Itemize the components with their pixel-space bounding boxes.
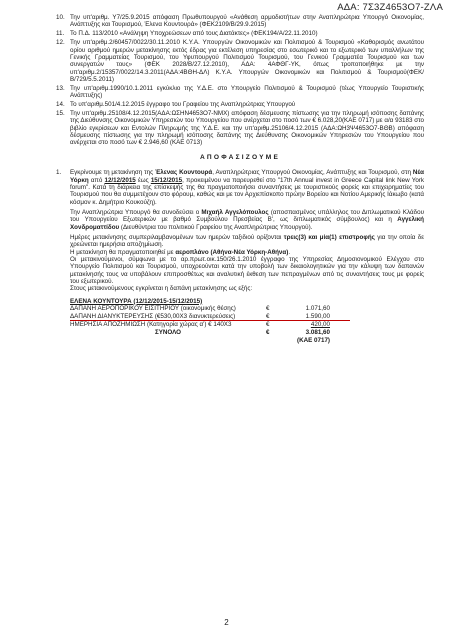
reference-number: 14.: [56, 101, 65, 109]
total-amount: 3.081,60: [305, 329, 330, 337]
text-run: , Αναπληρώτριας Υπουργού Οικονομίας, Ανάπτυξης και Τουρισμού, στη: [212, 169, 413, 177]
text-run: Η μετακίνηση θα πραγματοποιηθεί με: [70, 248, 176, 256]
ada-code: ΑΔΑ: 7Σ3Ζ4653Ο7-ΖΛΑ: [337, 2, 443, 13]
travel-days: τρεις(3) και μία(1) επιστροφής: [283, 233, 375, 241]
decision-paragraph-costs-intro: Στους μετακινούμενους εγκρίνεται η δαπάνη μετακίνησης ως εξής:: [70, 285, 253, 293]
text-run: για την οποία δε χρεώνεται ημερήσια αποζημίωση.: [70, 233, 424, 249]
currency-symbol: €: [266, 312, 270, 320]
decision-item: [56, 169, 424, 344]
cost-row: [70, 321, 350, 329]
reference-text: Το υπ'αριθμ.501/4.12.2015 έγγραφο του Γραφείου της Αναπληρώτριας Υπουργού: [70, 101, 296, 109]
document-body: [56, 14, 424, 347]
text-run: από: [88, 176, 105, 184]
cost-row: [70, 305, 350, 313]
date-to: 15/12/2015: [150, 176, 183, 184]
decision-paragraph-days: [70, 234, 424, 249]
minister-name: Έλενας Κουντουρά: [154, 169, 213, 177]
decision-paragraph-report: Οι μετακινούμενοι, σύμφωνα με το αρ.πρωτ.οικ.150/26.1.2010 έγγραφο της Υπηρεσίας Δημοσιονομικού Ελέγχου στο Υπουργείο Πολιτισμού και Τουρισμού, υποχρεούνται κατά την υποβολή των δικαιολογητικών για την κάλυψη των δαπανών μετακίνησής τους να υποβάλουν επιπροσθέτως και αναλυτική έκθεση των πεπραγμένων από τις συναντήσεις τους με φορείς του εξωτερικού.: [70, 255, 424, 285]
page-number: 2: [224, 618, 229, 627]
kae-spacer: [70, 337, 266, 345]
reference-item: [56, 85, 424, 100]
cost-amount: 1.590,00: [305, 312, 330, 320]
cost-total-row: [70, 329, 350, 337]
decision-paragraph-approval: [70, 169, 424, 206]
cost-table: [70, 298, 350, 345]
reference-number: 12.: [56, 39, 65, 47]
text-run: , προκειμένου να παρευρεθεί στο "17th Annual invest in Greece Capital link New York forum". Κατά τη διάρκεια της επίσκεψής της θα πραγματοποιήσει συναντήσεις με τουριστικούς φορείς και επιχειρηματίες του Τουρισμού που θα συμμετέχουν στο φόρουμ, καθώς και με τον Αρχιεπίσκοπο πρώην Βορείου και Νοτίου Αμερικής Ιάκωβο (κατά κόσμον κ. Δημήτριο Κουκούζη).: [70, 176, 424, 206]
cost-label: ΔΑΠΑΝΗ ΑΕΡΟΠΟΡΙΚΟΥ ΕΙΣΙΤΗΡΙΟΥ (οικονομικής θέσης): [70, 305, 236, 313]
transport-mode: αεροπλάνο (Αθήνα-Νέα Υόρκη-Αθήνα): [175, 248, 289, 256]
currency-symbol: €: [266, 305, 270, 313]
companion-name: Μιχαήλ Αγγελόπουλος: [201, 208, 269, 216]
kae-code: (ΚΑΕ 0717): [297, 336, 330, 344]
cost-table-title: ΕΛΕΝΑ ΚΟΥΝΤΟΥΡΑ (12/12/2015-15/12/2015): [70, 297, 203, 305]
text-run: (αποσπασμένος υπάλληλος του Διπλωματικού Κλάδου του Υπουργείου Εξωτερικών με βαθμό Συμβούλου Πρεσβείας Β', ως διπλωματικός σύμβουλος) και η: [70, 208, 424, 224]
reference-number: 15.: [56, 110, 65, 118]
reference-text: Την υπ'αριθμ.1990/10.1.2011 εγκύκλιο της Υ.Δ.Ε. στο Υπουργείο Πολιτισμού & Τουρισμού (τέως Υπουργείο Τουριστικής Ανάπτυξης): [70, 84, 424, 100]
reference-text: Την υπ'αριθμ. Υ7/25.9.2015 απόφαση Πρωθυπουργού «Ανάθεση αρμοδιοτήτων στην Αναπληρώτρια Υπουργό Οικονομίας, Ανάπτυξης και Τουρισμού, Έλενα Κουντουρά» (ΦΕΚ2109/Β/29.9.2015): [70, 14, 424, 29]
cost-label: ΗΜΕΡΗΣΙΑ ΑΠΟΖΗΜΙΩΣΗ (Κατηγορία χώρας α') € 140Χ3: [70, 321, 232, 329]
text-run: .: [288, 248, 291, 256]
references-list: [56, 14, 424, 147]
reference-number: 13.: [56, 84, 65, 92]
reference-item: [56, 101, 424, 108]
kae-row: [70, 337, 350, 345]
decision-number: 1.: [56, 169, 62, 177]
text-run: Ημέρες μετακίνησης συμπεριλαμβανομένων των ημερών ταξιδιού ορίζονται: [70, 233, 284, 241]
currency-symbol: €: [266, 329, 270, 337]
text-run: Εγκρίνουμε τη μετακίνηση της: [70, 169, 155, 177]
decision-heading: ΑΠΟΦΑΣΙΖΟΥΜΕ: [199, 153, 281, 161]
companion-name: Αγγελική Χονδροματτίδου: [70, 216, 424, 231]
reference-text: Το Π.Δ. 113/2010 «Ανάληψη Υποχρεώσεων από τους Διατάκτες» (ΦΕΚ194/Α/22.11.2010): [70, 30, 318, 38]
total-label: ΣΥΝΟΛΟ: [155, 329, 181, 337]
reference-item: [56, 110, 424, 147]
destination-city: Νέα Υόρκη: [70, 169, 424, 184]
decision-body: [70, 169, 424, 344]
cost-row: [70, 313, 350, 322]
reference-text: Την υπ'αριθμ.25108/4.12.2015(ΑΔΑ:ΩΣΗΝ4653Ο7-ΝΜΧ) απόφαση δέσμευσης πίστωσης για την πληρωμή ισόποσης δαπάνης της Διεύθυνσης Οικονομικών Υπηρεσιών του Υπουργείου που ανέρχεται στο ποσό των € 6.028,20(ΚΑΕ 0717) με α/α 93183 στο βιβλίο εγκρίσεων και Εντολών Πληρωμής της Υ.Δ.Ε. και την υπ'αριθμ.25106/4.12.2015 (ΑΔΑ:ΩΗ3Ψ4653Ο7-ΒΘΒ) απόφαση δέσμευσης πίστωσης για την πληρωμή ισόποσης δαπάνης της Διεύθυνσης Οικονομικών Υπηρεσιών του Υπουργείου που ανέρχεται στο ποσό των € 2.946,60 (ΚΑΕ 0713): [70, 110, 424, 147]
reference-item: [56, 39, 424, 83]
text-run: (Διευθύντρια του πολιτικού Γραφείου της Αναπληρώτριας Υπουργού).: [119, 223, 313, 231]
cost-amount: 420,00: [310, 321, 330, 329]
date-from: 12/12/2015: [104, 176, 136, 184]
text-run: Την Αναπληρώτρια Υπουργό θα συνοδεύσει ο: [70, 208, 202, 216]
currency-symbol: €: [266, 321, 270, 329]
cost-label: ΔΑΠΑΝΗ ΔΙΑΝΥΚΤΕΡΕΥΣΗΣ (€530,00Χ3 διανυκτερεύσεις): [70, 312, 236, 320]
reference-item: [56, 30, 424, 37]
text-run: έως: [135, 176, 151, 184]
cost-amount: 1.071,60: [305, 305, 330, 313]
reference-item: [56, 14, 424, 29]
reference-text: Την υπ'αριθμ.2/60457/0022/30.11.2010 Κ.Υ.Α. Υπουργών Οικονομικών και Πολιτισμού & Τουρισμού «Καθορισμός ανωτάτου ορίου αριθμού ημερών μετακίνησης εκτός έδρας για εκτέλεση υπηρεσίας στο εσωτερικό και το εξωτερικό των υπαλλήλων της Γενικής Γραμματείας Τουρισμού, του Υφυπουργού Πολιτισμού Τουρισμού, του Γενικού Γραμματέα Τουρισμού και των συνεργατών τους» (ΦΕΚ 2028/Β/27.12.2010), ΑΔΑ: 4ΑΦΘΓ-ΥΚ, όπως τροποποιήθηκε με την υπ'αριθμ.2/15357/0022/14.3.2011(ΑΔΑ:4ΒΘΗ-ΔΛ) Κ.Υ.Α. Υπουργών Οικονομικών και Πολιτισμού & Τουρισμού(ΦΕΚ/Β/729/5.5.2011): [70, 39, 424, 83]
decision-paragraph-transport: [70, 249, 424, 256]
reference-number: 11.: [56, 30, 65, 38]
reference-number: 10.: [56, 14, 65, 21]
decision-paragraph-companions: [70, 209, 424, 231]
